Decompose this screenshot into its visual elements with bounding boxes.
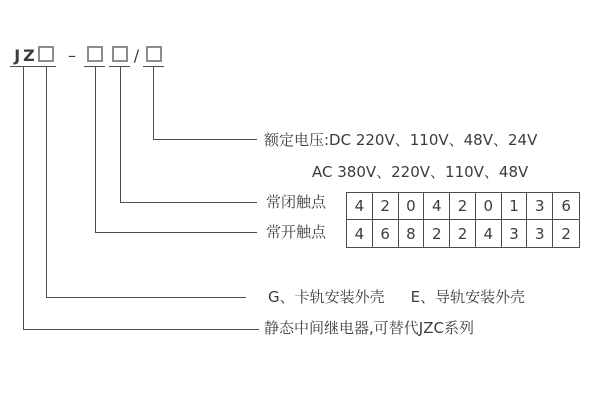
connector-no-hline [95, 232, 257, 233]
table-cell: 2 [424, 220, 450, 247]
table-cell: 2 [373, 193, 399, 220]
no-contacts-row [347, 220, 579, 247]
placeholder-box-icon [87, 46, 103, 62]
table-cell: 3 [502, 220, 528, 247]
connector-no-vline [95, 67, 96, 232]
table-cell: 2 [561, 224, 571, 243]
connector-shell-hline [46, 297, 246, 298]
connector-nc-hline [120, 202, 257, 203]
nc-contacts-row [347, 193, 579, 220]
series-description-label: 静态中间继电器,可替代JZC系列 [264, 319, 474, 337]
connector-series-hline [23, 329, 259, 330]
table-cell: 6 [553, 193, 579, 220]
table-cell: 4 [476, 220, 502, 247]
nc-contacts-label: 常闭触点 [266, 193, 327, 211]
mounting-shell-label [268, 289, 525, 306]
model-code-box-no-contacts [84, 44, 105, 67]
table-cell: 2 [450, 220, 476, 247]
placeholder-box-icon [146, 46, 162, 62]
connector-series-vline [23, 67, 24, 329]
connector-voltage-hline [153, 139, 257, 140]
connector-nc-vline [120, 67, 121, 202]
connector-shell-vline [46, 67, 47, 297]
shell-option-g: G、卡轨安装外壳 [268, 288, 385, 306]
shell-option-e: E、导轨安装外壳 [410, 288, 526, 306]
table-cell: 0 [476, 193, 502, 220]
rated-voltage-ac-label: AC 380V、220V、110V、48V [312, 163, 529, 181]
placeholder-box-icon [38, 46, 54, 62]
rated-voltage-dc-label: 额定电压:DC 220V、110V、48V、24V [264, 131, 538, 149]
table-cell: 0 [399, 193, 425, 220]
no-contacts-label: 常开触点 [266, 223, 327, 241]
table-cell: 1 [502, 193, 528, 220]
model-code-box-voltage [143, 44, 164, 67]
model-code-box-shell [36, 44, 56, 67]
table-cell: 3 [527, 220, 553, 247]
placeholder-box-icon [112, 46, 128, 62]
table-cell: 4 [347, 220, 373, 247]
table-cell: 4 [424, 193, 450, 220]
table-cell: 6 [373, 220, 399, 247]
table-cell: 2 [450, 193, 476, 220]
table-cell: 8 [399, 220, 425, 247]
model-dash: – [68, 45, 76, 65]
connector-voltage-vline [153, 67, 154, 139]
contact-count-table [346, 192, 580, 248]
model-slash: / [133, 45, 140, 65]
table-cell: 3 [527, 193, 553, 220]
table-cell: 4 [347, 193, 373, 220]
model-prefix: JZ [10, 44, 39, 67]
model-code-box-nc-contacts [109, 44, 130, 67]
